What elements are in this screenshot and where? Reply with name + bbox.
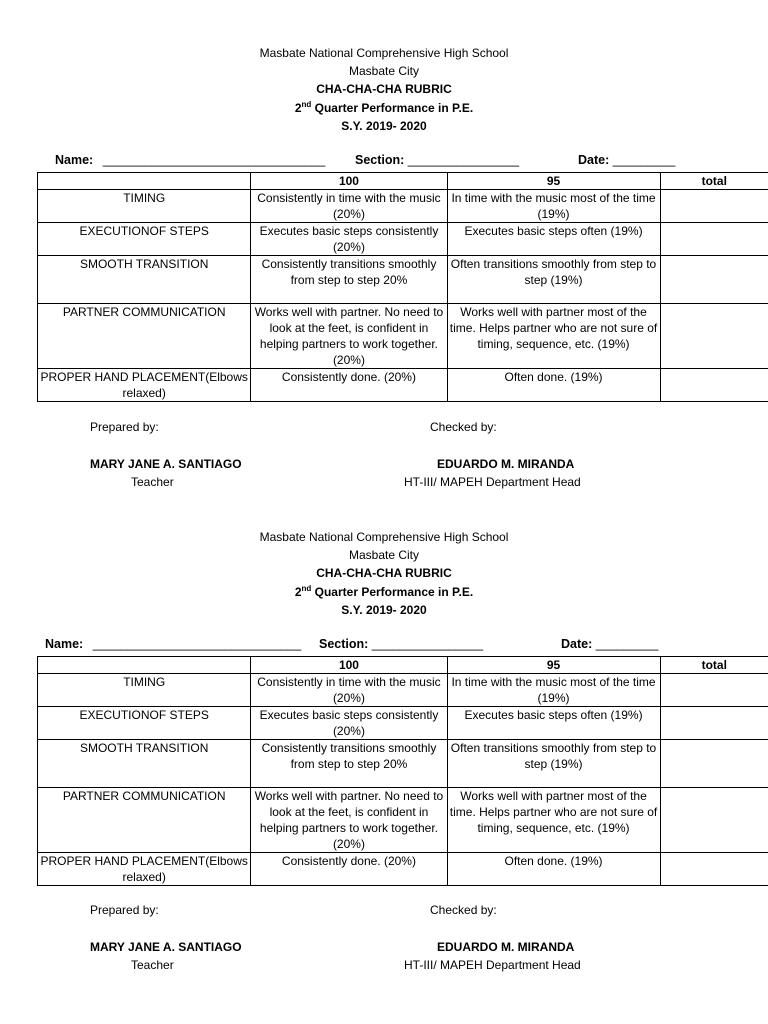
city-name: Masbate City: [348, 548, 420, 562]
score-95-cell: In time with the music most of the time (19%): [447, 674, 660, 707]
rubric-sheet-1: [0, 0, 768, 490]
date-label: Date:: [561, 637, 593, 651]
total-cell[interactable]: [660, 707, 768, 740]
department-head-name: EDUARDO M. MIRANDA: [437, 457, 575, 471]
teacher-role: Teacher: [131, 958, 174, 972]
name-label: Name:: [45, 637, 84, 651]
criterion-cell: TIMING: [38, 190, 251, 223]
score-100-cell: Executes basic steps consistently (20%): [251, 223, 447, 256]
quarter-number: 2: [294, 585, 302, 599]
name-field[interactable]: [45, 637, 301, 651]
criterion-cell: PROPER HAND PLACEMENT(Elbows relaxed): [38, 853, 251, 886]
teacher-name: MARY JANE A. SANTIAGO: [90, 457, 242, 471]
checked-by-label: Checked by:: [430, 903, 497, 917]
criterion-cell: EXECUTIONOF STEPS: [38, 707, 251, 740]
quarter-line: [0, 584, 768, 600]
quarter-ordinal: nd: [301, 584, 312, 593]
school-name: Masbate National Comprehensive High School: [259, 530, 509, 544]
table-header-row: [38, 173, 768, 190]
score-100-cell: Works well with partner. No need to look at the feet, is confident in helping partners to work together. (20%): [251, 304, 447, 369]
col-95-header: 95: [447, 657, 660, 674]
department-head-role: HT-III/ MAPEH Department Head: [404, 475, 581, 489]
section-blank[interactable]: ________________: [407, 153, 520, 167]
total-cell[interactable]: [660, 740, 768, 788]
table-row: [38, 190, 768, 223]
score-100-cell: Works well with partner. No need to look at the feet, is confident in helping partners to work together. (20%): [251, 788, 447, 853]
rubric-table: [37, 172, 768, 402]
date-field[interactable]: [578, 153, 675, 167]
score-95-cell: Often transitions smoothly from step to step (19%): [447, 740, 660, 788]
total-cell[interactable]: [660, 369, 768, 402]
score-95-cell: Executes basic steps often (19%): [447, 223, 660, 256]
criterion-cell: SMOOTH TRANSITION: [38, 740, 251, 788]
date-label: Date:: [578, 153, 610, 167]
total-cell[interactable]: [660, 304, 768, 369]
score-100-cell: Executes basic steps consistently (20%): [251, 707, 447, 740]
criteria-header: [38, 173, 251, 190]
quarter-text: Quarter Performance in P.E.: [311, 585, 474, 599]
rubric-sheet-2: [0, 484, 768, 974]
criteria-header: [38, 657, 251, 674]
rubric-table: [37, 656, 768, 886]
prepared-by-label: Prepared by:: [90, 420, 159, 434]
table-row: [38, 304, 768, 369]
criterion-cell: TIMING: [38, 674, 251, 707]
name-label: Name:: [55, 153, 94, 167]
score-95-cell: Often done. (19%): [447, 369, 660, 402]
table-row: [38, 707, 768, 740]
total-cell[interactable]: [660, 853, 768, 886]
total-cell[interactable]: [660, 223, 768, 256]
quarter-ordinal: nd: [301, 100, 312, 109]
total-cell[interactable]: [660, 674, 768, 707]
score-95-cell: Executes basic steps often (19%): [447, 707, 660, 740]
table-row: [38, 788, 768, 853]
table-row: [38, 256, 768, 304]
rubric-title: CHA-CHA-CHA RUBRIC: [316, 82, 452, 96]
quarter-number: 2: [294, 101, 302, 115]
date-field[interactable]: [561, 637, 658, 651]
criterion-cell: PROPER HAND PLACEMENT(Elbows relaxed): [38, 369, 251, 402]
score-100-cell: Consistently done. (20%): [251, 853, 447, 886]
name-field[interactable]: [55, 153, 325, 167]
criterion-cell: PARTNER COMMUNICATION: [38, 304, 251, 369]
score-100-cell: Consistently in time with the music (20%): [251, 190, 447, 223]
criterion-cell: SMOOTH TRANSITION: [38, 256, 251, 304]
section-field[interactable]: [319, 637, 483, 651]
score-95-cell: In time with the music most of the time (19%): [447, 190, 660, 223]
col-total-header: total: [660, 657, 768, 674]
score-95-cell: Often done. (19%): [447, 853, 660, 886]
department-head-name: EDUARDO M. MIRANDA: [437, 940, 575, 954]
prepared-by-label: Prepared by:: [90, 903, 159, 917]
col-100-header: 100: [251, 657, 447, 674]
total-cell[interactable]: [660, 256, 768, 304]
city-name: Masbate City: [348, 64, 420, 78]
total-cell[interactable]: [660, 190, 768, 223]
total-cell[interactable]: [660, 788, 768, 853]
col-100-header: 100: [251, 173, 447, 190]
table-row: [38, 740, 768, 788]
score-95-cell: Often transitions smoothly from step to step (19%): [447, 256, 660, 304]
table-row: [38, 674, 768, 707]
rubric-title: CHA-CHA-CHA RUBRIC: [316, 566, 452, 580]
table-row: [38, 369, 768, 402]
teacher-name: MARY JANE A. SANTIAGO: [90, 940, 242, 954]
table-header-row: [38, 657, 768, 674]
score-100-cell: Consistently transitions smoothly from step to step 20%: [251, 256, 447, 304]
department-head-role: HT-III/ MAPEH Department Head: [404, 958, 581, 972]
section-blank[interactable]: ________________: [371, 637, 484, 651]
quarter-text: Quarter Performance in P.E.: [311, 101, 474, 115]
school-year: S.Y. 2019- 2020: [341, 603, 427, 617]
criterion-cell: PARTNER COMMUNICATION: [38, 788, 251, 853]
col-95-header: 95: [447, 173, 660, 190]
date-blank[interactable]: _________: [612, 153, 676, 167]
date-blank[interactable]: _________: [595, 637, 659, 651]
name-blank[interactable]: ______________________________: [92, 637, 302, 651]
teacher-role: Teacher: [131, 475, 174, 489]
score-100-cell: Consistently done. (20%): [251, 369, 447, 402]
name-blank[interactable]: ________________________________: [102, 153, 326, 167]
score-95-cell: Works well with partner most of the time. Helps partner who are not sure of timing, sequence, etc. (19%): [447, 788, 660, 853]
col-total-header: total: [660, 173, 768, 190]
criterion-cell: EXECUTIONOF STEPS: [38, 223, 251, 256]
school-year: S.Y. 2019- 2020: [341, 119, 427, 133]
table-row: [38, 853, 768, 886]
score-100-cell: Consistently in time with the music (20%): [251, 674, 447, 707]
section-label: Section:: [319, 637, 369, 651]
quarter-line: [0, 100, 768, 116]
section-label: Section:: [355, 153, 405, 167]
score-100-cell: Consistently transitions smoothly from step to step 20%: [251, 740, 447, 788]
school-name: Masbate National Comprehensive High School: [259, 46, 509, 60]
table-row: [38, 223, 768, 256]
section-field[interactable]: [355, 153, 519, 167]
checked-by-label: Checked by:: [430, 420, 497, 434]
score-95-cell: Works well with partner most of the time. Helps partner who are not sure of timing, sequence, etc. (19%): [447, 304, 660, 369]
